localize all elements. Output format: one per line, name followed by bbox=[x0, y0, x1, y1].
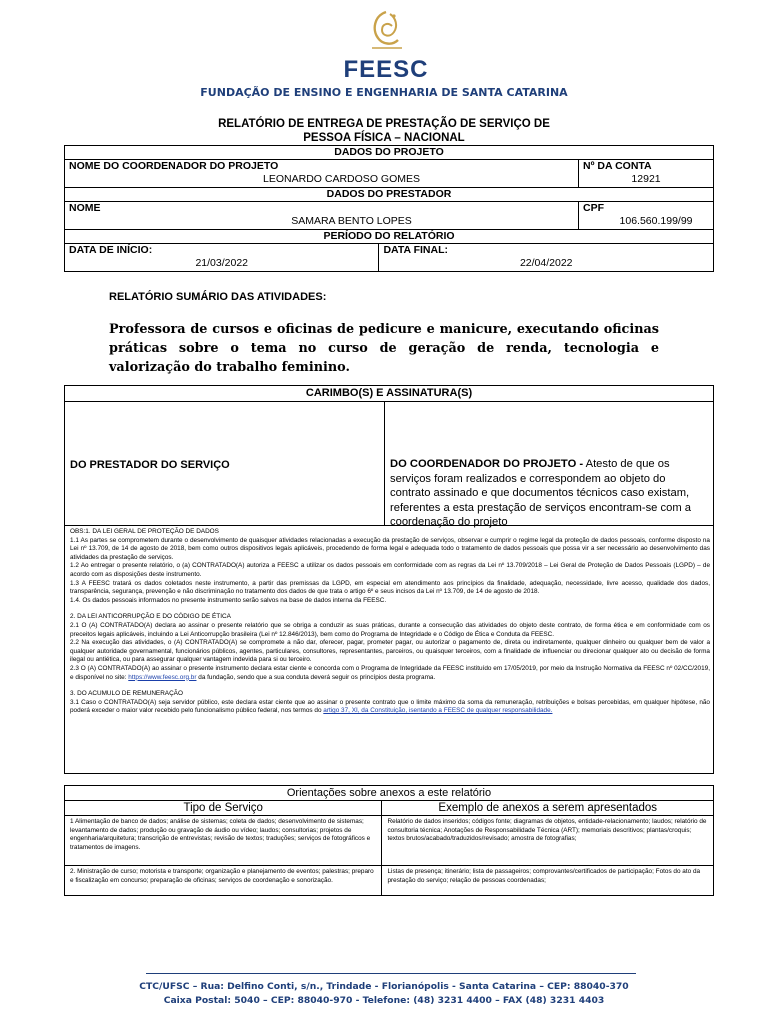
signature-box bbox=[64, 385, 714, 774]
signature-row bbox=[65, 402, 713, 526]
section-provider-data: DADOS DO PRESTADOR bbox=[65, 188, 714, 202]
account-cell bbox=[579, 160, 714, 188]
end-date-cell bbox=[379, 244, 714, 272]
annex-col-examples: Exemplo de anexos a serem apresentados bbox=[382, 801, 714, 816]
feesc-emblem-icon bbox=[364, 8, 408, 56]
provider-signature-area[interactable] bbox=[65, 402, 385, 525]
report-title-line2: PESSOA FÍSICA – NACIONAL bbox=[303, 132, 465, 144]
note-heading-2: 2. DA LEI ANTICORRUPÇÃO E DO CÓDIGO DE ÉTICA bbox=[70, 613, 231, 621]
summary-label: RELATÓRIO SUMÁRIO DAS ATIVIDADES: bbox=[109, 291, 327, 303]
coordinator-attestation: Atesto de que os serviços foram realizados e correspondem ao objeto do contrato assinado e que documentos técnicos caso existam, referentes a esta prestação de serviços encontram-se com a coordenação do projeto bbox=[390, 458, 691, 528]
note-2-3-text-end: da fundação, sendo que a sua conduta deverá seguir os princípios desta programa. bbox=[198, 673, 436, 681]
annex-guidance-table bbox=[64, 785, 714, 896]
feesc-website-link[interactable]: https://www.feesc.org.br bbox=[128, 673, 197, 681]
note-2-3-text: 2.3 O (A) CONTRATADO(A) ao assinar o presente instrumento declara estar ciente e concorda com o Programa de Integridade da FEESC instituído em 17/05/2019, por meio da Instrução Normativa da FEESC nº 02/CC/2019, e disponível no site: bbox=[70, 664, 710, 681]
provider-name-cell bbox=[65, 202, 579, 230]
note-1-2: 1.2 Ao entregar o presente relatório, o (a) CONTRATADO(A) autoriza a FEESC a utilizar os dados pessoais em conformidade com as regras da Lei nº 13.709/2018 – Lei Geral de Proteção de Dados Pessoais (LGPD) – de acordo com as disposições deste instrumento. bbox=[70, 562, 710, 578]
start-date-cell bbox=[65, 244, 379, 272]
logo-wordmark: FEESC bbox=[343, 56, 429, 83]
report-data-table bbox=[64, 145, 714, 272]
footer-divider bbox=[146, 973, 636, 974]
provider-signature-label: DO PRESTADOR DO SERVIÇO bbox=[70, 459, 230, 471]
summary-text: Professora de cursos e oficinas de pedicure e manicure, executando oficinas práticas sobre o tema no curso de geração de renda, tecnologia e valorização do trabalho feminino. bbox=[109, 322, 659, 375]
constitution-article-link[interactable]: artigo 37, XI, da Constituição, isentando a FEESC de qualquer responsabilidade. bbox=[323, 707, 553, 715]
coordinator-signature-label: DO COORDENADOR DO PROJETO - bbox=[390, 458, 584, 470]
end-date-value: 22/04/2022 bbox=[519, 257, 573, 269]
end-date-label: DATA FINAL: bbox=[383, 244, 449, 256]
note-2-1: 2.1 O (A) CONTRATADO(A) declara ao assinar o presente relatório que se obriga a conduzir as suas práticas, durante a consecução das atividades do objeto deste contrato, de forma ética e em conformidade com os preceitos legais aplicáveis, incluindo a Lei Anticorrupção brasileira (Lei nº 12.846/2013), bem como do Programa de Integridade e o Código de Ética e Conduta da FEESC. bbox=[70, 621, 710, 638]
cpf-label: CPF bbox=[583, 202, 605, 214]
coordinator-signature-area[interactable] bbox=[390, 457, 708, 530]
note-1-4: 1.4. Os dados pessoais informados no presente instrumento serão salvos na base de dados interna da FEESC. bbox=[70, 596, 387, 604]
coordinator-cell bbox=[65, 160, 579, 188]
section-project-data: DADOS DO PROJETO bbox=[65, 146, 714, 160]
annex-col-service-type: Tipo de Serviço bbox=[65, 801, 382, 816]
organization-name: FUNDAÇÃO DE ENSINO E ENGENHARIA DE SANTA CATARINA bbox=[200, 86, 568, 99]
account-label: Nº DA CONTA bbox=[583, 160, 652, 172]
annex-row-1-example: Relatório de dados inseridos; códigos fonte; diagramas de objetos, entidade-relacionamento; laudos; relatório de consultoria técnica; Anotações de Responsabilidade Técnica (ART); memoriais descritivos; plantas/croquis; textos brutos/acabado/traduzidos/revisado; amostra de fotografias; bbox=[382, 816, 714, 866]
signature-header: CARIMBO(S) E ASSINATURA(S) bbox=[65, 386, 713, 402]
coordinator-value: LEONARDO CARDOSO GOMES bbox=[263, 173, 420, 185]
account-value: 12921 bbox=[631, 173, 661, 185]
annex-row-2-example: Listas de presença; itinerário; lista de passageiros; comprovantes/certificados de participação; Fotos do ato da prestação do serviço; relação de pessoas coordenadas; bbox=[382, 866, 714, 896]
note-2-3 bbox=[70, 665, 710, 682]
note-heading-3: 3. DO ACUMULO DE REMUNERAÇÃO bbox=[70, 690, 183, 698]
coordinator-label: NOME DO COORDENADOR DO PROJETO bbox=[69, 160, 279, 172]
note-2-2: 2.2 Na execução das atividades, o (A) CONTRATADO(A) se compromete a não dar, oferecer, pagar, prometer pagar, ou autorizar o pagamento de, direta ou indiretamente, qualquer dinheiro ou qualquer bem de valor a qualquer autoridade governamental, funcionários públicos, agentes, particulares, consultores, representantes, parceiros, ou quaisquer terceiros, com a finalidade de influenciar ou direcionar qualquer ato ou decisão de forma ilegal ou antiética, ou para assegurar qualquer vantagem indevida para si ou terceiro. bbox=[70, 639, 710, 664]
footer-address: CTC/UFSC – Rua: Delfino Conti, s/n., Trindade - Florianópolis - Santa Catarina – CEP: 88040-370 bbox=[139, 981, 629, 992]
note-3-1 bbox=[70, 699, 710, 716]
legal-notes bbox=[70, 528, 710, 716]
cpf-value: 106.560.199/99 bbox=[619, 215, 693, 227]
note-3-1-text: 3.1 Caso o CONTRATADO(A) seja servidor público, este declara estar ciente que ao assinar o presente contrato que o limite máximo da soma da remuneração, retribuições e bolsas percebidas, em qualquer hipótese, não poderá exceder o maior valor recebido pelo funcionalismo público federal, nos termos do bbox=[70, 698, 710, 715]
section-report-period: PERÍODO DO RELATÓRIO bbox=[65, 230, 714, 244]
report-title-line1: RELATÓRIO DE ENTREGA DE PRESTAÇÃO DE SERVIÇO DE bbox=[218, 118, 550, 130]
start-date-value: 21/03/2022 bbox=[195, 257, 249, 269]
note-1-3: 1.3 A FEESC tratará os dados coletados neste instrumento, a partir das premissas da LGPD, em especial em atendimento aos princípios da finalidade, adequação, necessidade, livre acesso, qualidade dos dados, transparência, segurança, prevenção e não discriminação no tratamento dos dados de que trata o artigo 6º e seus incisos da Lei nº 13.709, de 14 de agosto de 2018. bbox=[70, 579, 710, 596]
note-1-1: 1.1 As partes se comprometem durante o desenvolvimento de quaisquer atividades relacionadas a execução da prestação de serviços, observar e cumprir o regime legal da proteção de dados pessoais, conforme disposto na Lei nº 13.709, de 14 de agosto de 2018, bem como outros dispositivos legais aplicáveis, procedendo de forma legal e adequada todo o tratamento de dados pessoais que possa vir a ser necessário ao desenvolvimento das atividades da prestação de serviços. bbox=[70, 536, 710, 561]
feesc-logo bbox=[336, 8, 436, 82]
annex-row-1-type: 1 Alimentação de banco de dados; análise de sistemas; coleta de dados; desenvolvimento de sistemas; levantamento de dados; produção ou gravação de áudio ou vídeo; laudos; consultorias; projetos de engenharia/arquitetura; transcrição de entrevistas; revisão de textos; traduções; serviços de fotográficos e tratamentos de imagens. bbox=[65, 816, 382, 866]
annex-row-2-type: 2. Ministração de curso; motorista e transporte; organização e planejamento de eventos; palestras; preparo e fiscalização em concurso; preparação de oficinas; serviços de coordenação e sonorização. bbox=[65, 866, 382, 896]
cpf-cell bbox=[579, 202, 714, 230]
provider-name-value: SAMARA BENTO LOPES bbox=[291, 215, 412, 227]
start-date-label: DATA DE INÍCIO: bbox=[69, 244, 153, 256]
footer-contact: Caixa Postal: 5040 – CEP: 88040-970 - Telefone: (48) 3231 4400 – FAX (48) 3231 4403 bbox=[163, 995, 605, 1006]
provider-name-label: NOME bbox=[69, 202, 101, 214]
annex-title: Orientações sobre anexos a este relatório bbox=[65, 786, 714, 801]
note-heading-1: OBS:1. DA LEI GERAL DE PROTEÇÃO DE DADOS bbox=[70, 528, 219, 535]
